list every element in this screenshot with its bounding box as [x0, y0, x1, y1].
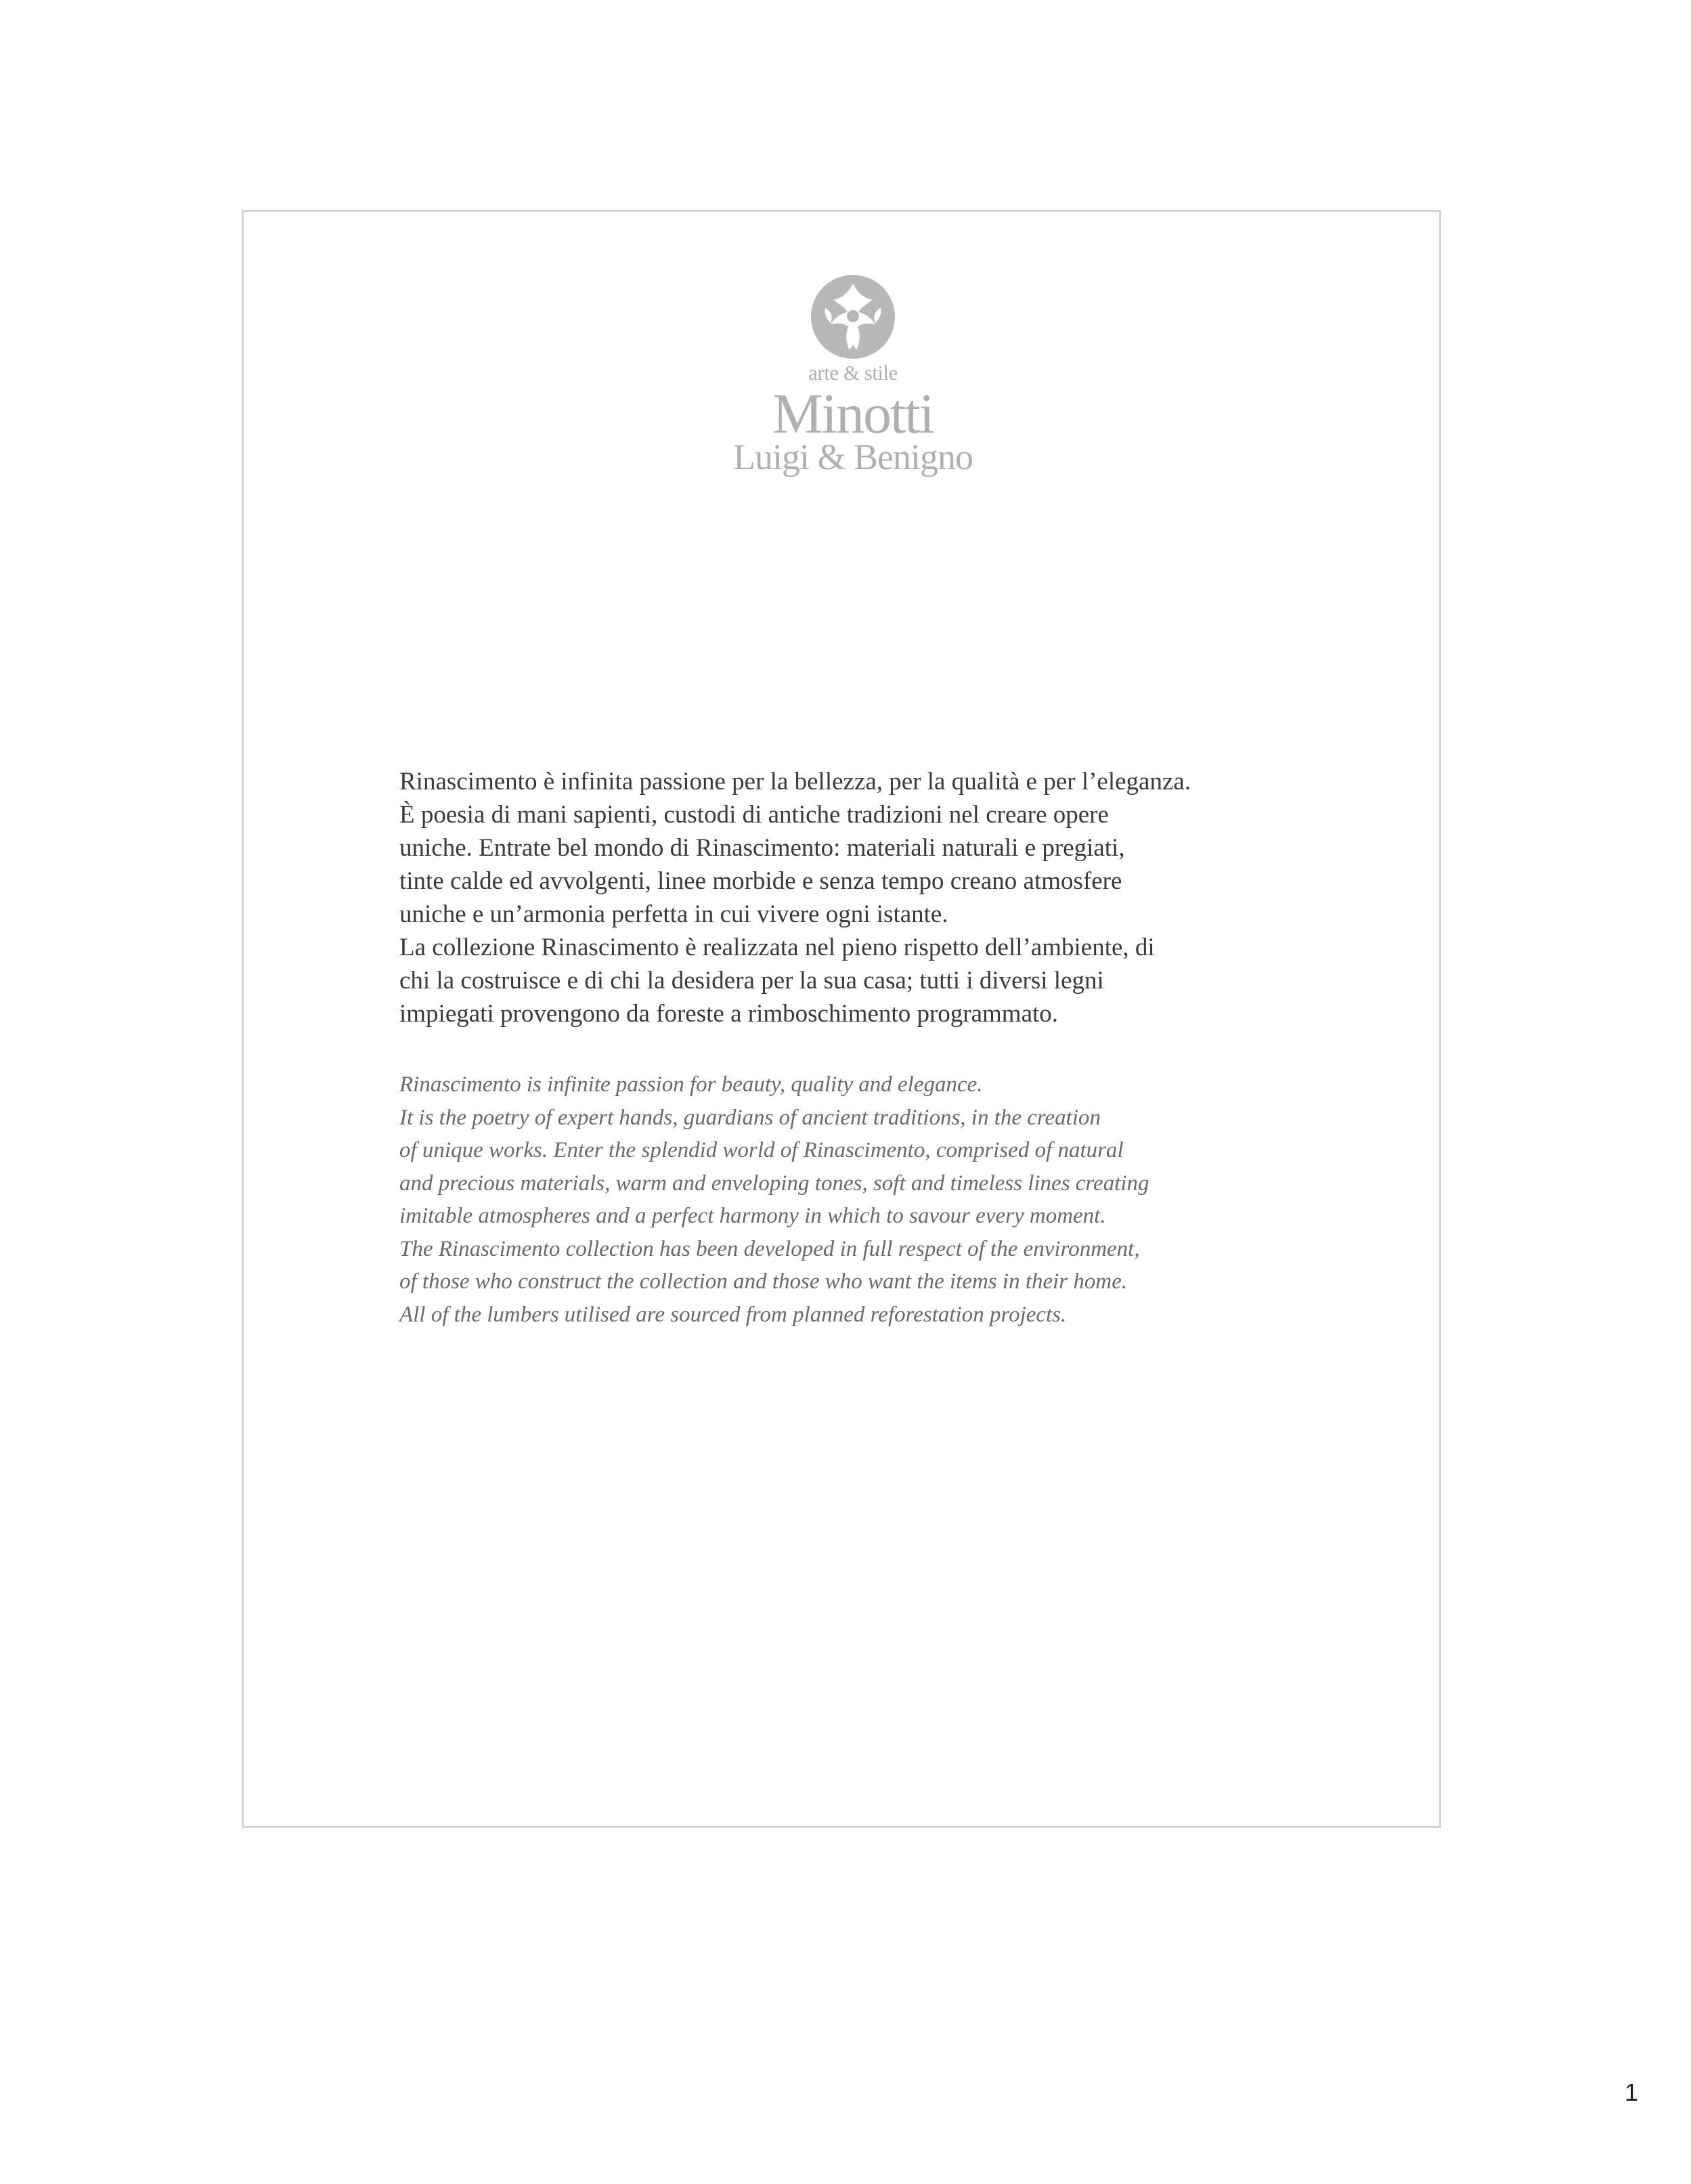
english-line: It is the poetry of expert hands, guardians of ancient traditions, in the creation [399, 1105, 1101, 1130]
english-line: The Rinascimento collection has been developed in full respect of the environment, [399, 1236, 1140, 1261]
italian-line: È poesia di mani sapienti, custodi di antiche tradizioni nel creare opere [399, 801, 1109, 829]
english-line: of those who construct the collection and those who want the items in their home. [399, 1269, 1128, 1294]
english-paragraph [399, 1068, 1286, 1331]
italian-line: tinte calde ed avvolgenti, linee morbide e senza tempo creano atmosfere [399, 867, 1122, 895]
italian-line: uniche e un’armonia perfetta in cui vivere ogni istante. [399, 900, 948, 928]
logo-brand-name: Minotti [772, 383, 934, 445]
italian-paragraph [399, 765, 1286, 1030]
italian-line: Rinascimento è infinita passione per la bellezza, per la qualità e per l’eleganza. [399, 768, 1191, 795]
english-line: of unique works. Enter the splendid world of Rinascimento, comprised of natural [399, 1138, 1124, 1162]
italian-line: impiegati provengono da foreste a rimboschimento programmato. [399, 1000, 1059, 1028]
logo-owners: Luigi & Benigno [733, 437, 973, 477]
english-line: Rinascimento is infinite passion for beauty, quality and elegance. [399, 1072, 983, 1097]
page-number: 1 [1625, 2078, 1639, 2106]
italian-line: La collezione Rinascimento è realizzata nel pieno rispetto dell’ambiente, di [399, 934, 1155, 961]
italian-line: uniche. Entrate bel mondo di Rinascimento: materiali naturali e pregiati, [399, 834, 1125, 862]
english-line: and precious materials, warm and enveloping tones, soft and timeless lines creating [399, 1171, 1149, 1196]
logo-tagline: arte & stile [808, 361, 898, 385]
brand-logo [704, 274, 1002, 498]
english-line: imitable atmospheres and a perfect harmony in which to savour every moment. [399, 1204, 1106, 1228]
logo-emblem-icon [810, 274, 896, 359]
italian-line: chi la costruisce e di chi la desidera per la sua casa; tutti i diversi legni [399, 967, 1104, 995]
english-line: All of the lumbers utilised are sourced from planned reforestation projects. [399, 1302, 1067, 1327]
